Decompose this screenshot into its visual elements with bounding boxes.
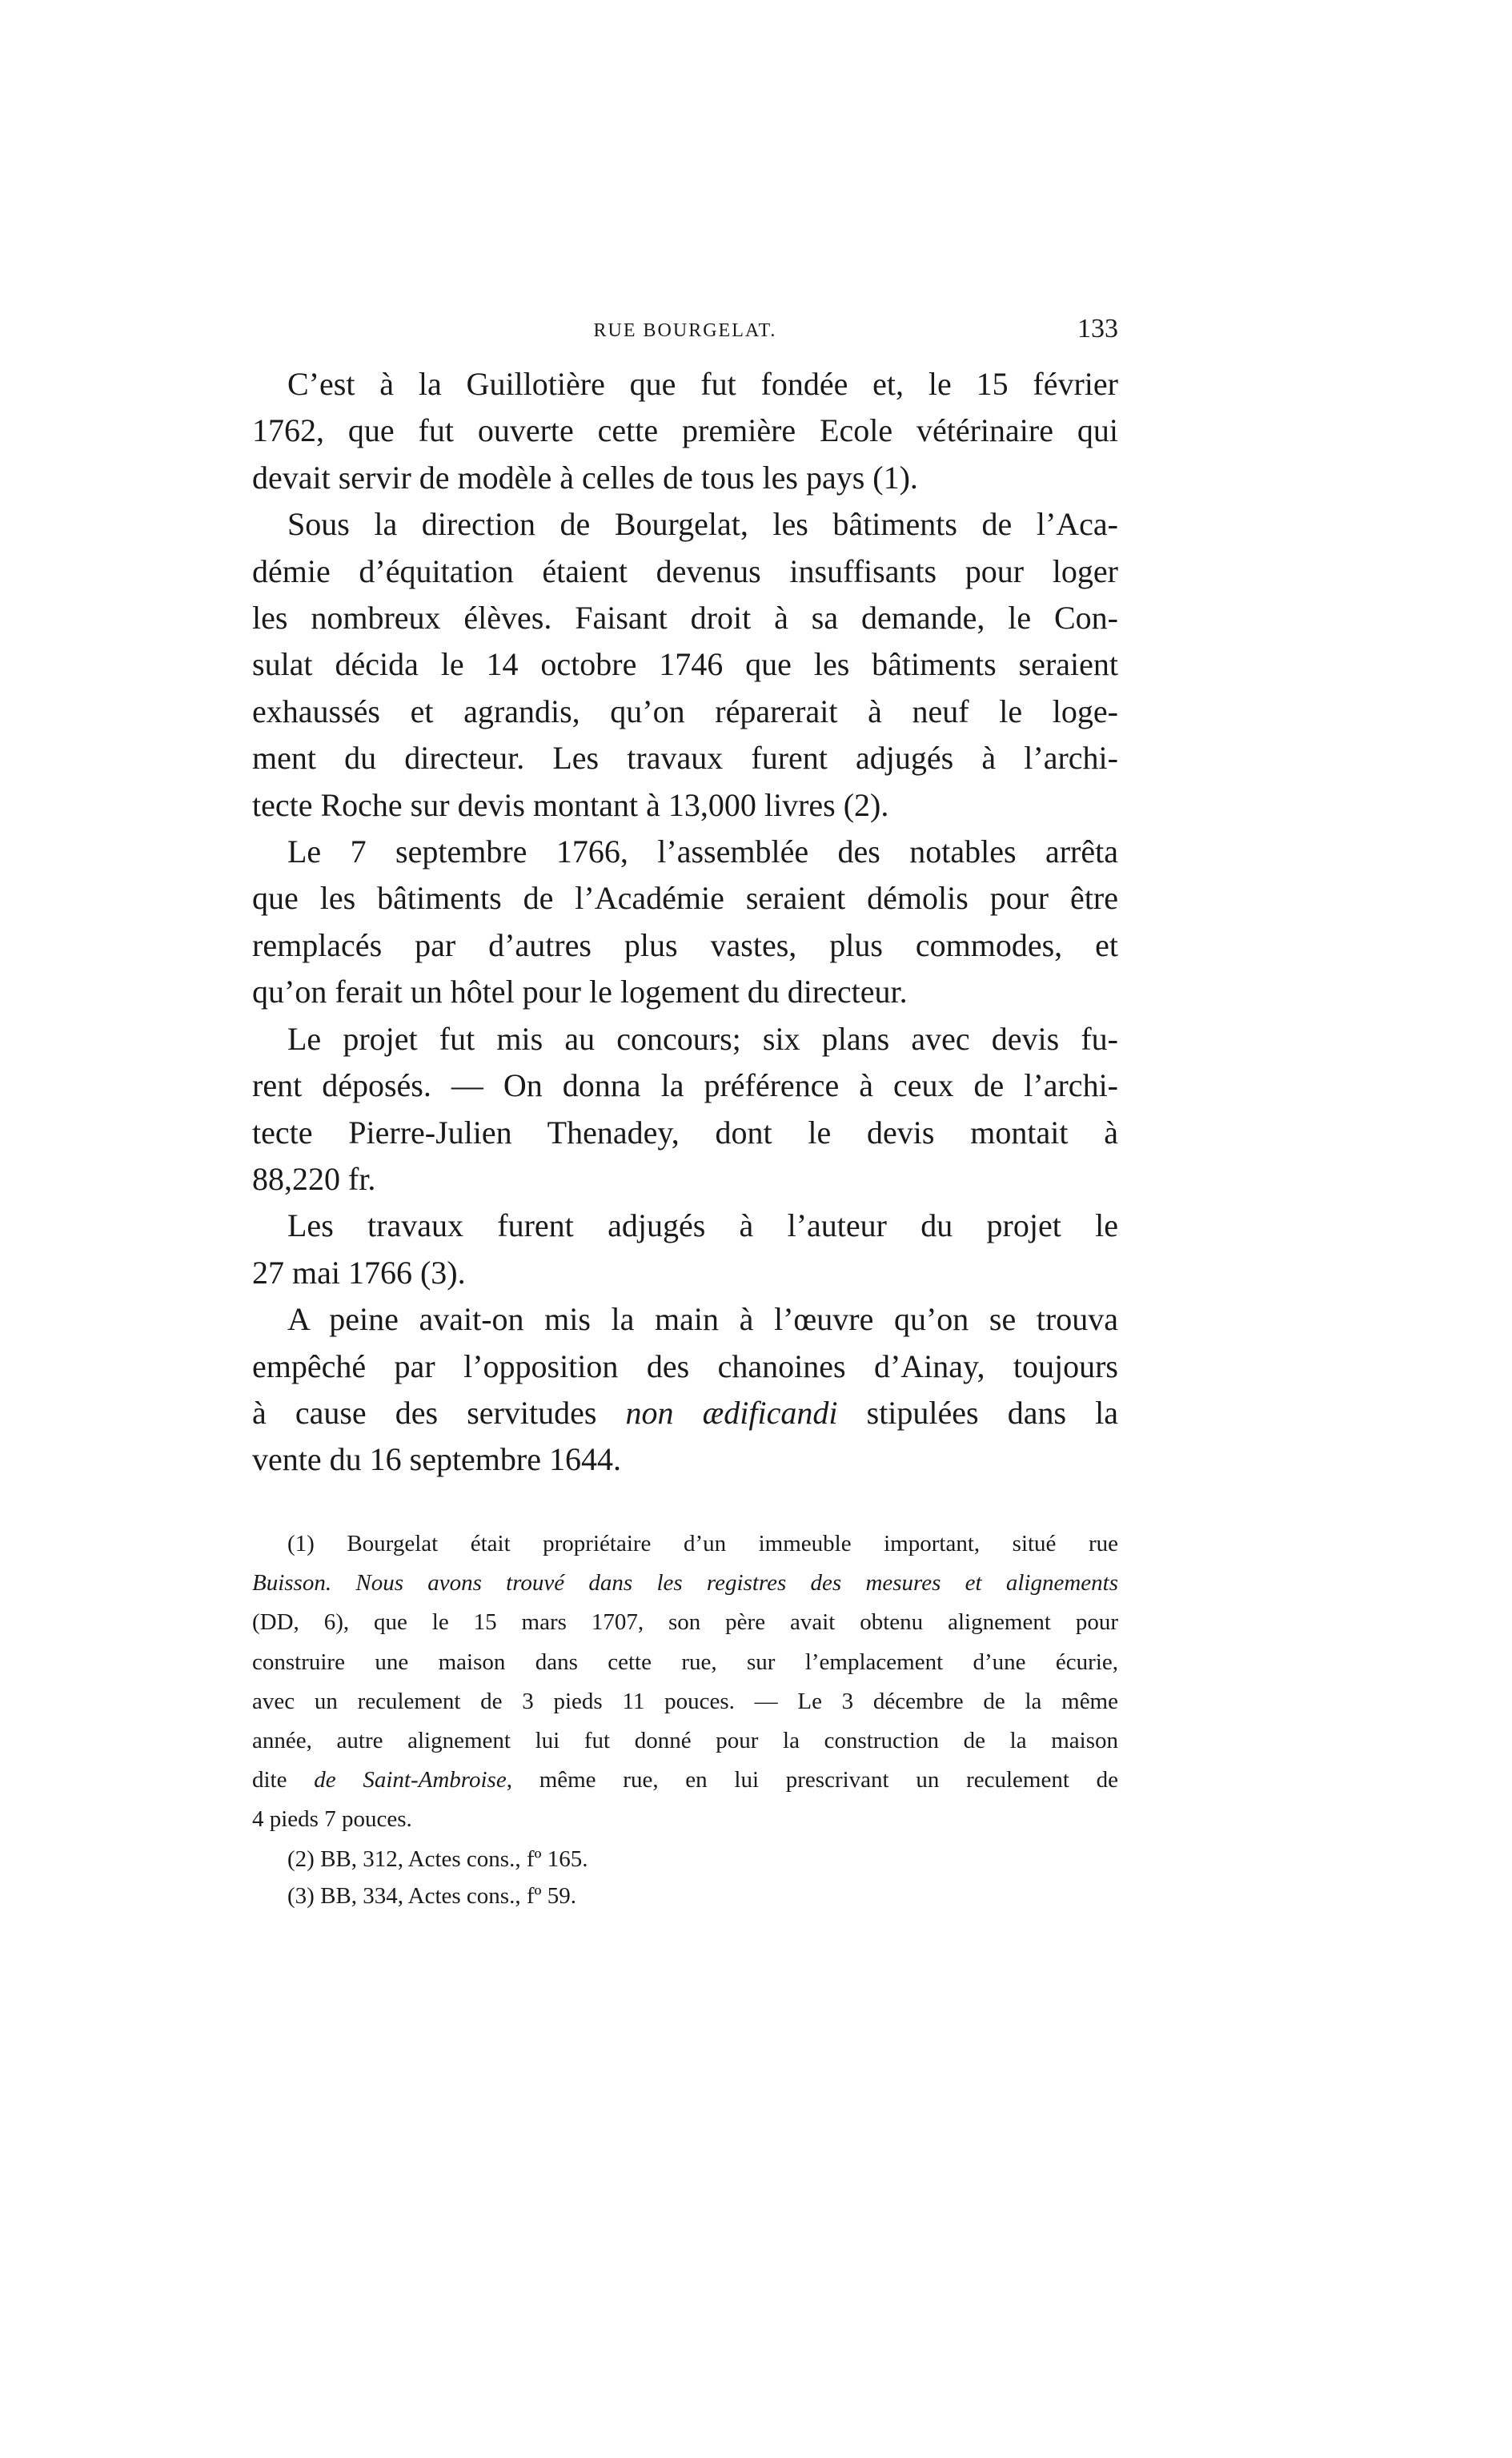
text-line: année, autre alignement lui fut donné pour la construction de la maison xyxy=(252,1728,1118,1754)
text-line: construire une maison dans cette rue, sur l’emplacement d’une écurie, xyxy=(252,1649,1118,1675)
text-line: (DD, 6), que le 15 mars 1707, son père avait obtenu alignement pour xyxy=(252,1609,1118,1636)
italic-phrase: non ædificandi xyxy=(625,1394,838,1431)
paragraph xyxy=(252,829,1118,1016)
text-line: (2) BB, 312, Actes cons., fº 165. xyxy=(287,1846,588,1872)
text-line: rent déposés. — On donna la préférence à ceux de l’archi- xyxy=(252,1067,1118,1104)
text-line: A peine avait-on mis la main à l’œuvre qu’on se trouva xyxy=(287,1301,1118,1338)
text-line: tecte Roche sur devis montant à 13,000 livres (2). xyxy=(252,786,889,823)
italic-phrase: de Saint-Ambroise xyxy=(314,1767,507,1793)
paragraph xyxy=(252,361,1118,501)
text-line: Le projet fut mis au concours; six plans avec devis fu- xyxy=(287,1020,1118,1057)
text-line: les nombreux élèves. Faisant droit à sa demande, le Con- xyxy=(252,600,1118,637)
paragraph xyxy=(252,501,1118,829)
page-header xyxy=(252,314,1118,346)
text-line: 27 mai 1766 (3). xyxy=(252,1254,466,1291)
text-line: 1762, que fut ouverte cette première Ecole vétérinaire qui xyxy=(252,412,1118,449)
text-line: (3) BB, 334, Actes cons., fº 59. xyxy=(287,1882,576,1909)
text-line: tecte Pierre-Julien Thenadey, dont le devis montait à xyxy=(252,1114,1118,1151)
footnote xyxy=(252,1524,1118,1840)
text-line: sulat décida le 14 octobre 1746 que les bâtiments seraient xyxy=(252,646,1118,683)
text-line: Sous la direction de Bourgelat, les bâtiments de l’Aca- xyxy=(287,506,1118,543)
footnote xyxy=(252,1879,1118,1914)
page-number: 133 xyxy=(1077,314,1118,343)
text-line: 88,220 fr. xyxy=(252,1160,376,1197)
footnote xyxy=(252,1840,1118,1879)
body-text xyxy=(252,361,1118,1484)
text-line: que les bâtiments de l’Académie seraient démolis pour être xyxy=(252,880,1118,917)
text-line: qu’on ferait un hôtel pour le logement du directeur. xyxy=(252,974,908,1010)
text-line: remplacés par d’autres plus vastes, plus commodes, et xyxy=(252,926,1118,963)
text-line: 4 pieds 7 pouces. xyxy=(252,1806,412,1833)
text-line: Le 7 septembre 1766, l’assemblée des notables arrêta xyxy=(287,833,1118,870)
text-line: (1) Bourgelat était propriétaire d’un immeuble important, situé rue xyxy=(287,1531,1118,1556)
footnotes xyxy=(252,1524,1118,1914)
paragraph xyxy=(252,1203,1118,1296)
text-line: vente du 16 septembre 1644. xyxy=(252,1441,621,1478)
paragraph xyxy=(252,1296,1118,1484)
text-line: dite de Saint-Ambroise, même rue, en lui prescrivant un reculement de xyxy=(252,1767,1118,1793)
text-line: Les travaux furent adjugés à l’auteur du projet le xyxy=(287,1207,1118,1244)
text-line: C’est à la Guillotière que fut fondée et, le 15 février xyxy=(287,366,1118,402)
text-line: avec un reculement de 3 pieds 11 pouces. — Le 3 décembre de la même xyxy=(252,1688,1118,1714)
text-line: à cause des servitudes non ædificandi stipulées dans la xyxy=(252,1394,1118,1431)
text-line: exhaussés et agrandis, qu’on réparerait à neuf le loge- xyxy=(252,693,1118,729)
italic-phrase: Buisson. Nous avons trouvé dans les registres des mesures et alignements xyxy=(252,1570,1118,1596)
paragraph xyxy=(252,1016,1118,1203)
text-line: démie d’équitation étaient devenus insuffisants pour loger xyxy=(252,552,1118,589)
text-line: devait servir de modèle à celles de tous les pays (1). xyxy=(252,459,918,496)
running-title: RUE BOURGELAT. xyxy=(593,320,777,341)
text-line: ment du directeur. Les travaux furent adjugés à l’archi- xyxy=(252,740,1118,777)
text-line: empêché par l’opposition des chanoines d’Ainay, toujours xyxy=(252,1347,1118,1384)
text-line xyxy=(252,1564,1118,1603)
